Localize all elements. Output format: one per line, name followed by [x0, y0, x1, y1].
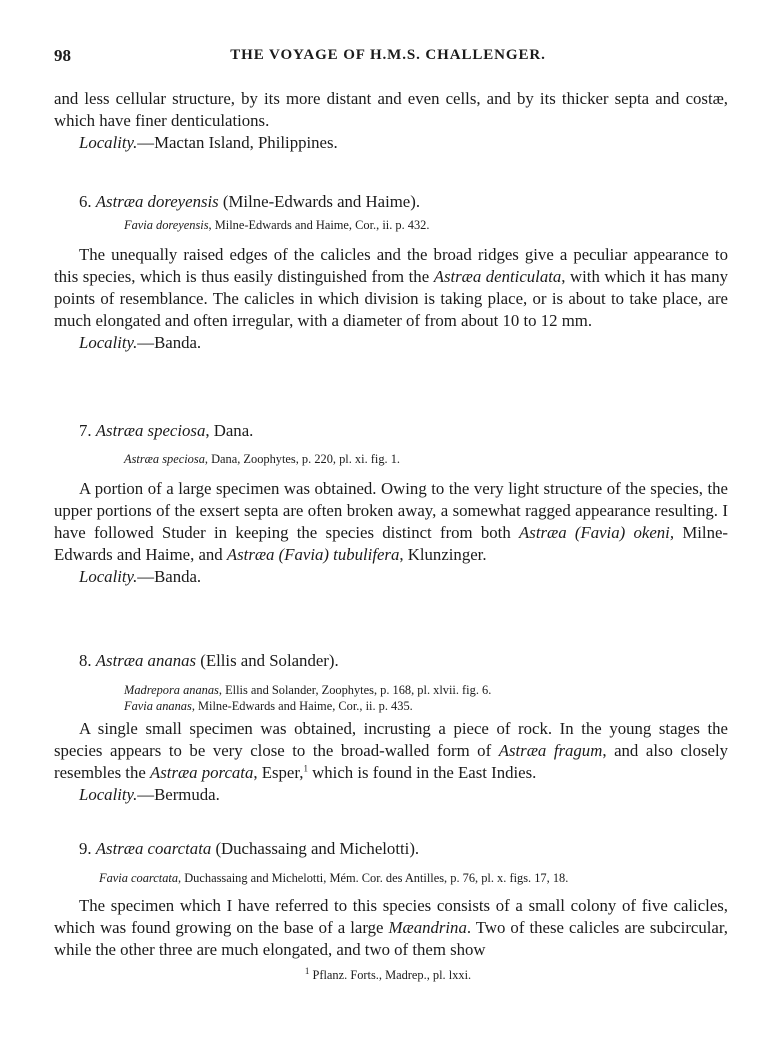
locality-line — [54, 332, 728, 354]
synonym-name: Madrepora ananas — [124, 683, 219, 697]
species-8-references — [54, 682, 728, 714]
footnote — [0, 965, 776, 983]
species-9-description — [54, 895, 728, 961]
text-run: , and also closely resembles the — [54, 741, 728, 782]
species-7-description — [54, 478, 728, 588]
species-8-description — [54, 718, 728, 806]
synonym-citation: , Dana, Zoophytes, p. 220, pl. xi. fig. 1. — [204, 452, 401, 466]
species-6-reference — [54, 217, 728, 233]
species-authority: , Dana. — [205, 421, 254, 440]
text-run: , Klunzinger. — [399, 545, 487, 564]
running-title: THE VOYAGE OF H.M.S. CHALLENGER. — [230, 47, 546, 63]
species-number: 7. — [79, 421, 92, 440]
synonym-name: Favia doreyensis — [124, 218, 209, 232]
species-number: 9. — [79, 839, 92, 858]
synonym-citation: , Ellis and Solander, Zoophytes, p. 168, pl. xlvii. fig. 6. — [218, 683, 492, 697]
description-paragraph — [54, 895, 728, 961]
locality-label: Locality. — [79, 785, 138, 804]
species-authority: (Milne-Edwards and Haime). — [218, 192, 421, 211]
species-authority: (Ellis and Solander). — [196, 651, 339, 670]
description-paragraph — [54, 718, 728, 784]
synonym-name: Favia coarctata — [99, 871, 179, 885]
italic-name: Astræa porcata — [150, 763, 254, 782]
text-run: Milne-Edwards and Haime, and — [54, 523, 728, 564]
locality-value: —Mactan Island, Philippines. — [137, 133, 338, 152]
text-run: , with which it has many points of resemblance. The calicles in which division is taking place, or is about to take place, are much elongated and often irregular, with a diameter of from about 10 to 12 mm. — [54, 267, 728, 330]
locality-value: —Banda. — [137, 333, 202, 352]
synonym-citation: , Milne-Edwards and Haime, Cor., ii. p. 435. — [191, 699, 413, 713]
locality-line — [54, 784, 728, 806]
locality-label: Locality. — [79, 567, 138, 586]
text-run: A portion of a large specimen was obtained. Owing to the very light structure of the species, the upper portions of the exsert septa are often broken away, a somewhat ragged appearance resulting. I have followed Studer in keeping the species distinct from both — [54, 479, 728, 542]
species-name: Astræa ananas — [95, 651, 197, 670]
text-run: , Esper, — [253, 763, 304, 782]
locality-value: —Banda. — [137, 567, 202, 586]
species-authority: (Duchassaing and Michelotti). — [211, 839, 420, 858]
text-run: The unequally raised edges of the calicles and the broad ridges give a peculiar appearance to this species, which is thus easily distinguished from the — [54, 245, 728, 286]
locality-label: Locality. — [79, 133, 138, 152]
intro-paragraph: and less cellular structure, by its more distant and even cells, and by its thicker septa and costæ, which have finer denticulations. — [54, 89, 728, 130]
italic-name: Astræa (Favia) okeni, — [519, 523, 675, 542]
species-7-reference — [54, 451, 728, 467]
text-run: . Two of these calicles are subcircular, while the other three are much elongated, and two of them show — [54, 918, 728, 959]
italic-name: Astræa denticulata — [433, 267, 562, 286]
species-6-heading — [54, 191, 728, 213]
locality-line — [54, 132, 728, 154]
species-8-heading — [54, 650, 728, 672]
species-7-heading — [54, 420, 728, 442]
species-name: Astræa speciosa — [95, 421, 206, 440]
species-9-reference — [54, 870, 728, 886]
species-9-heading — [54, 838, 728, 860]
footnote-marker: 1 — [303, 763, 308, 774]
locality-line — [54, 566, 728, 588]
locality-value: —Bermuda. — [137, 785, 220, 804]
page-number: 98 — [54, 46, 71, 65]
footnote-marker: 1 — [304, 965, 310, 976]
species-number: 8. — [79, 651, 92, 670]
synonym-citation: , Duchassaing and Michelotti, Mém. Cor. des Antilles, p. 76, pl. x. figs. 17, 18. — [178, 871, 569, 885]
page-header — [54, 46, 722, 70]
text-run: The specimen which I have referred to this species consists of a small colony of five calicles, which was found growing on the base of a large — [54, 896, 728, 937]
synonym-name: Favia ananas — [124, 699, 192, 713]
footnote-text: Pflanz. Forts., Madrep., pl. lxxi. — [309, 968, 472, 982]
synonym-name: Astræa speciosa — [124, 452, 205, 466]
species-name: Astræa coarctata — [95, 839, 212, 858]
intro-section — [54, 88, 728, 154]
text-run: A single small specimen was obtained, incrusting a piece of rock. In the young stages the species appears to be very close to the broad-walled form of — [54, 719, 728, 760]
description-paragraph — [54, 478, 728, 566]
italic-name: Astræa fragum — [498, 741, 603, 760]
italic-name: Astræa (Favia) tubulifera — [226, 545, 400, 564]
locality-label: Locality. — [79, 333, 138, 352]
text-run: which is found in the East Indies. — [307, 763, 537, 782]
species-number: 6. — [79, 192, 92, 211]
synonym-citation: , Milne-Edwards and Haime, Cor., ii. p. 432. — [208, 218, 430, 232]
italic-name: Mæandrina — [388, 918, 467, 937]
species-name: Astræa doreyensis — [95, 192, 219, 211]
species-6-description — [54, 244, 728, 354]
description-paragraph — [54, 244, 728, 332]
